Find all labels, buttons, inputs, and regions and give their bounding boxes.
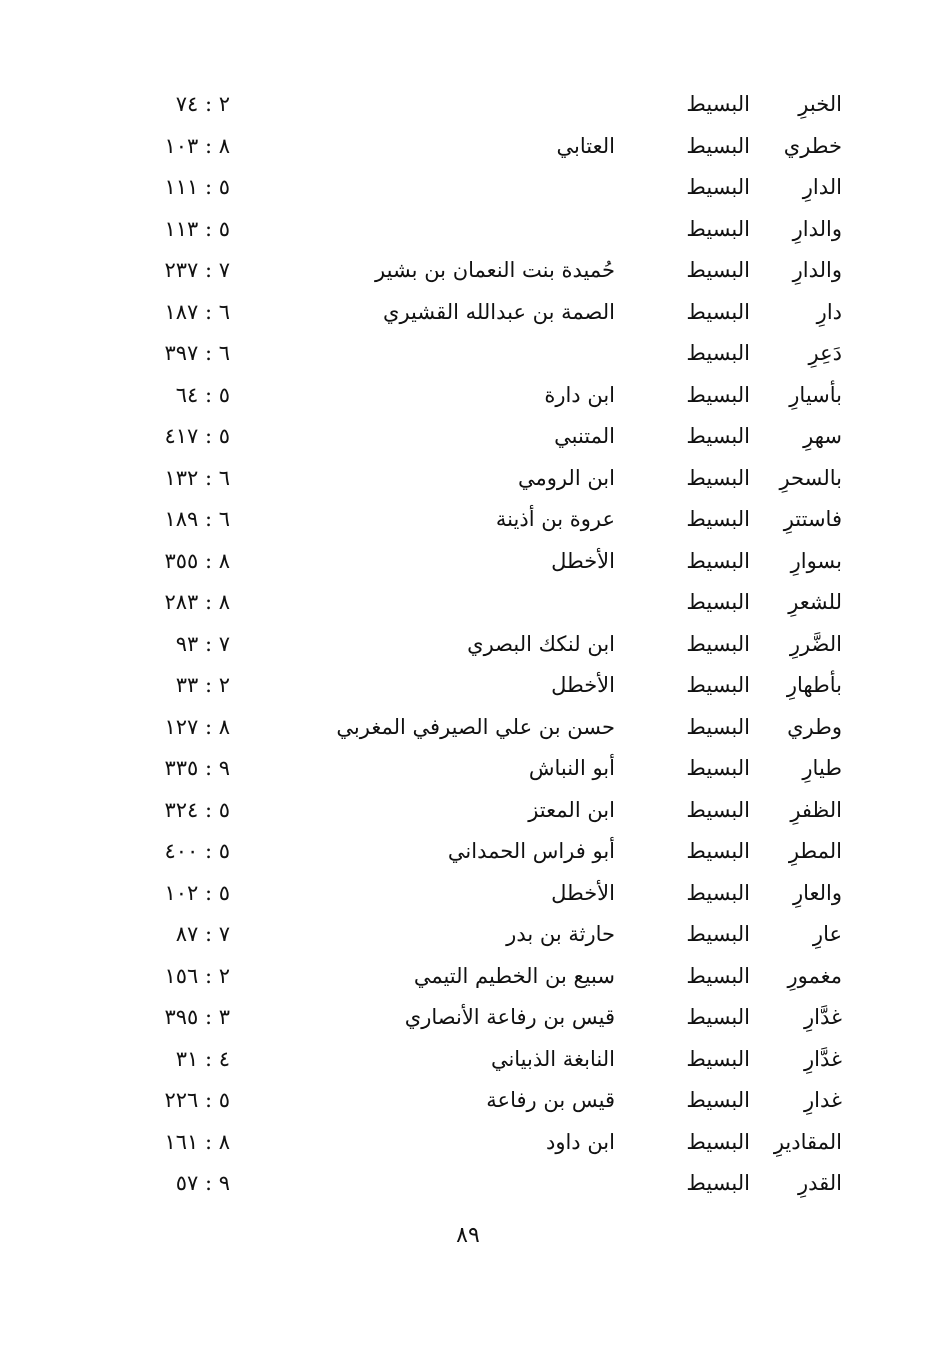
volume-page-ref: ٢ : ٣٣ <box>175 673 230 697</box>
volume-page-ref: ٦ : ١٣٢ <box>164 465 230 490</box>
poet-name <box>315 84 615 126</box>
index-row <box>100 84 860 126</box>
rhyme-word: بأطهارِ <box>786 673 842 697</box>
poet-name: قيس بن رفاعة <box>486 1088 615 1112</box>
index-row <box>100 209 860 251</box>
index-row <box>100 831 860 873</box>
volume-page-ref: ٥ : ٤٠٠ <box>164 839 230 863</box>
poet-name <box>315 582 615 624</box>
index-row <box>100 873 860 915</box>
index-row <box>100 250 860 292</box>
volume-page-ref: ٥ : ٢٢٦ <box>164 1088 230 1112</box>
rhyme-word: القدرِ <box>797 1171 842 1195</box>
meter-name: البسيط <box>686 299 750 324</box>
index-row <box>100 416 860 458</box>
rhyme-word: غدَّارِ <box>804 1046 842 1071</box>
meter-name: البسيط <box>686 92 750 116</box>
meter-name: البسيط <box>686 839 750 863</box>
meter-name: البسيط <box>686 424 750 448</box>
volume-page-ref: ٨ : ١٢٧ <box>164 714 230 739</box>
index-row <box>100 624 860 666</box>
poet-name: حارثة بن بدر <box>506 922 615 946</box>
volume-page-ref: ٨ : ١٦١ <box>164 1129 230 1154</box>
index-row <box>100 707 860 749</box>
meter-name: البسيط <box>686 880 750 905</box>
poet-name: ابن داود <box>545 1129 615 1154</box>
index-row <box>100 1080 860 1122</box>
volume-page-ref: ٨ : ٣٥٥ <box>164 548 230 573</box>
index-row <box>100 292 860 334</box>
volume-page-ref: ٩ : ٥٧ <box>175 1171 230 1195</box>
volume-page-ref: ٦ : ٣٩٧ <box>164 341 230 365</box>
rhyme-word: دَعِرِ <box>808 341 842 365</box>
rhyme-word: بالسحرِ <box>779 465 842 490</box>
poet-name: ابن المعتز <box>528 797 615 822</box>
poet-name: الأخطل <box>551 880 615 905</box>
index-row <box>100 1163 860 1205</box>
poet-name: العتابي <box>556 133 615 158</box>
volume-page-ref: ٧ : ٢٣٧ <box>164 258 230 282</box>
volume-page-ref: ٨ : ٢٨٣ <box>164 590 230 614</box>
poet-name <box>315 333 615 375</box>
index-row <box>100 790 860 832</box>
poet-name: الأخطل <box>551 673 615 697</box>
volume-page-ref: ٦ : ١٨٧ <box>164 299 230 324</box>
volume-page-ref: ٢ : ٧٤ <box>175 92 230 116</box>
rhyme-word: سهرِ <box>803 424 842 448</box>
index-row <box>100 1039 860 1081</box>
poet-name <box>315 167 615 209</box>
rhyme-word: خطري <box>783 133 842 158</box>
meter-name: البسيط <box>686 133 750 158</box>
poet-name: ابن لنكك البصري <box>467 631 615 656</box>
meter-name: البسيط <box>686 548 750 573</box>
volume-page-ref: ٣ : ٣٩٥ <box>164 1005 230 1029</box>
rhyme-word: الخبرِ <box>798 92 842 116</box>
volume-page-ref: ٥ : ٤١٧ <box>164 424 230 448</box>
meter-name: البسيط <box>686 216 750 241</box>
rhyme-word: طيارِ <box>802 756 842 780</box>
poet-name: ابن دارة <box>544 382 615 407</box>
volume-page-ref: ٢ : ١٥٦ <box>164 963 230 988</box>
index-row <box>100 375 860 417</box>
volume-page-ref: ٧ : ٨٧ <box>175 922 230 946</box>
poet-name: الصمة بن عبدالله القشيري <box>383 299 615 324</box>
volume-page-ref: ٤ : ٣١ <box>175 1046 230 1071</box>
rhyme-word: فاستترِ <box>783 507 842 531</box>
volume-page-ref: ٥ : ١١١ <box>164 175 230 199</box>
index-row <box>100 167 860 209</box>
meter-name: البسيط <box>686 756 750 780</box>
meter-name: البسيط <box>686 341 750 365</box>
volume-page-ref: ٩ : ٣٣٥ <box>164 756 230 780</box>
index-row <box>100 458 860 500</box>
rhyme-word: الظفرِ <box>790 797 842 822</box>
rhyme-word: بسوارِ <box>790 548 842 573</box>
meter-name: البسيط <box>686 1129 750 1154</box>
rhyme-word: غدارِ <box>804 1088 842 1112</box>
index-row <box>100 665 860 707</box>
volume-page-ref: ٨ : ١٠٣ <box>164 133 230 158</box>
index-row <box>100 333 860 375</box>
volume-page-ref: ٥ : ٣٢٤ <box>164 797 230 822</box>
rhyme-word: والدارِ <box>792 258 842 282</box>
meter-name: البسيط <box>686 465 750 490</box>
page-number: ٨٩ <box>456 1223 480 1248</box>
index-row <box>100 997 860 1039</box>
poet-name: ابن الرومي <box>517 465 615 490</box>
poet-name <box>315 209 615 251</box>
poet-name: أبو فراس الحمداني <box>447 839 615 863</box>
index-row <box>100 126 860 168</box>
meter-name: البسيط <box>686 673 750 697</box>
rhyme-word: بأسيارِ <box>789 382 842 407</box>
meter-name: البسيط <box>686 1046 750 1071</box>
meter-name: البسيط <box>686 1088 750 1112</box>
meter-name: البسيط <box>686 175 750 199</box>
rhyme-word: والعارِ <box>792 880 842 905</box>
poet-name: سبيع بن الخطيم التيمي <box>413 963 615 988</box>
rhyme-word: وطري <box>787 714 842 739</box>
meter-name: البسيط <box>686 382 750 407</box>
poet-name: الأخطل <box>551 548 615 573</box>
rhyme-word: المقاديرِ <box>773 1129 842 1154</box>
meter-name: البسيط <box>686 797 750 822</box>
meter-name: البسيط <box>686 1005 750 1029</box>
rhyme-word: دارِ <box>816 299 842 324</box>
index-row <box>100 582 860 624</box>
meter-name: البسيط <box>686 507 750 531</box>
verse-index-table <box>100 84 860 1205</box>
rhyme-word: للشعرِ <box>788 590 842 614</box>
index-row <box>100 914 860 956</box>
index-row <box>100 541 860 583</box>
poet-name: المتنبي <box>554 424 615 448</box>
meter-name: البسيط <box>686 714 750 739</box>
index-row <box>100 499 860 541</box>
volume-page-ref: ٥ : ١١٣ <box>164 216 230 241</box>
index-row <box>100 956 860 998</box>
rhyme-word: غدَّارِ <box>804 1005 842 1029</box>
poet-name: حسن بن علي الصيرفي المغربي <box>336 714 615 739</box>
meter-name: البسيط <box>686 590 750 614</box>
meter-name: البسيط <box>686 631 750 656</box>
meter-name: البسيط <box>686 258 750 282</box>
meter-name: البسيط <box>686 963 750 988</box>
poet-name: النابغة الذبياني <box>490 1046 615 1071</box>
rhyme-word: عارِ <box>812 922 842 946</box>
index-row <box>100 748 860 790</box>
poet-name: حُميدة بنت النعمان بن بشير <box>375 258 615 282</box>
poet-name: قيس بن رفاعة الأنصاري <box>404 1005 615 1029</box>
poet-name: عروة بن أذينة <box>495 507 615 531</box>
volume-page-ref: ٥ : ٦٤ <box>175 382 230 407</box>
rhyme-word: الدارِ <box>802 175 842 199</box>
poet-name <box>315 1163 615 1205</box>
rhyme-word: والدارِ <box>792 216 842 241</box>
rhyme-word: الضَّررِ <box>789 631 842 656</box>
rhyme-word: مغمورِ <box>787 963 842 988</box>
index-row <box>100 1122 860 1164</box>
rhyme-word: المطرِ <box>788 839 842 863</box>
meter-name: البسيط <box>686 922 750 946</box>
volume-page-ref: ٧ : ٩٣ <box>175 631 230 656</box>
meter-name: البسيط <box>686 1171 750 1195</box>
volume-page-ref: ٥ : ١٠٢ <box>164 880 230 905</box>
poet-name: أبو النباش <box>528 756 615 780</box>
volume-page-ref: ٦ : ١٨٩ <box>164 507 230 531</box>
